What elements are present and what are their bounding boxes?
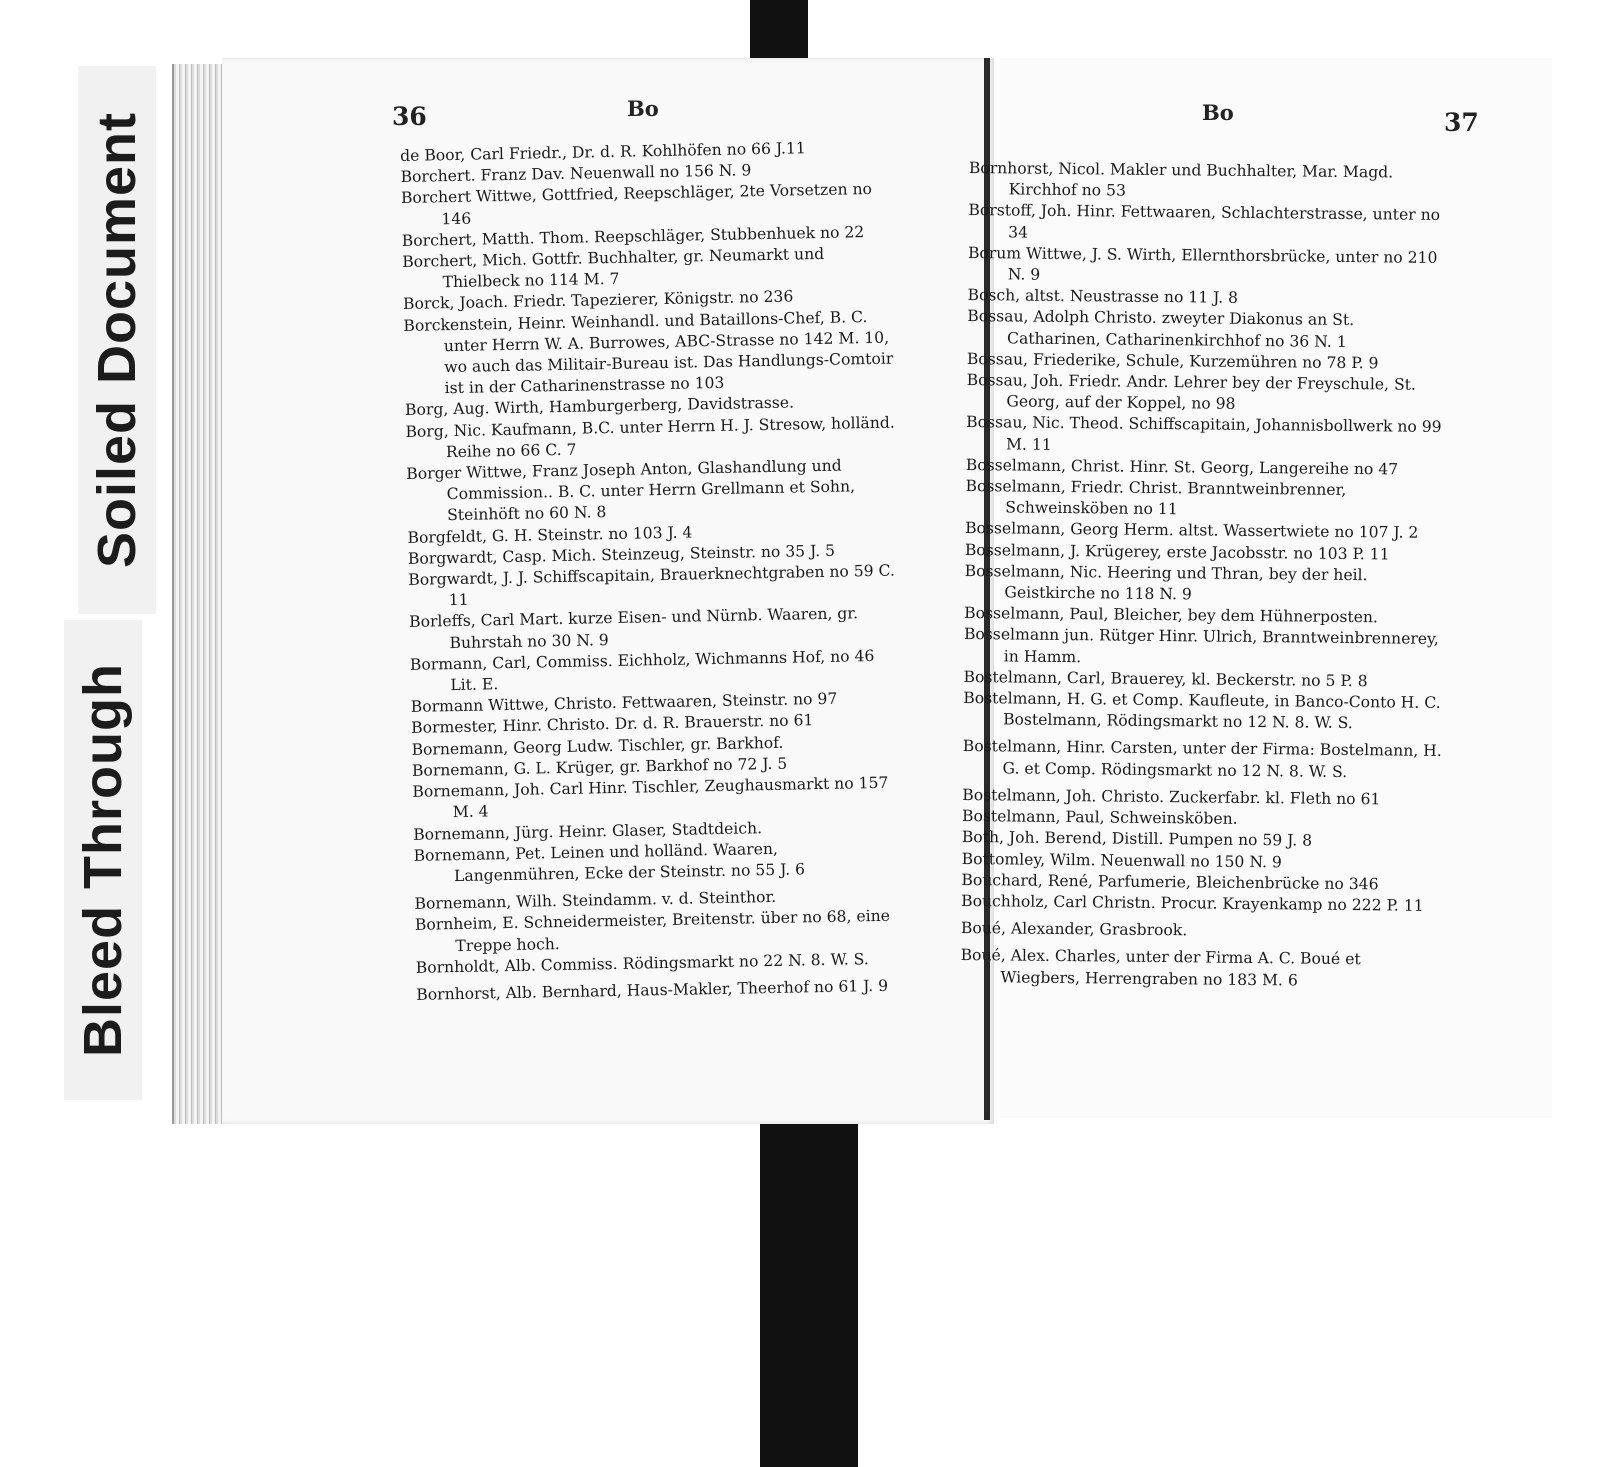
directory-entry: Bossau, Friederike, Schule, Kurzemühren no 78 P. 9 — [966, 349, 1379, 373]
directory-entry: Borchert, Mich. Gottfr. Buchhalter, gr. Neumarkt und Thielbeck no 114 M. 7 — [402, 244, 825, 292]
directory-entry: Bornemann, Jürg. Heinr. Glaser, Stadtdeich. — [413, 818, 763, 844]
directory-entry: Bornhorst, Alb. Bernhard, Haus-Makler, Theerhof no 61 J. 9 — [416, 976, 889, 1004]
directory-entry: Bosselmann, Nic. Heering und Thran, bey der heil. Geistkirche no 118 N. 9 — [964, 561, 1368, 604]
directory-entry: Bottomley, Wilm. Neuenwall no 150 N. 9 — [961, 849, 1282, 871]
directory-entry: Borck, Joach. Friedr. Tapezierer, Königstr. no 236 — [402, 287, 794, 314]
directory-entry: Bormann, Carl, Commiss. Eichholz, Wichmanns Hof, no 46 Lit. E. — [409, 646, 875, 695]
open-book — [172, 58, 1479, 1128]
directory-entry: Bormester, Hinr. Christo. Dr. d. R. Brauerstr. no 61 — [411, 711, 814, 738]
right-entry-list — [960, 158, 1451, 993]
directory-entry: Borgwardt, Casp. Mich. Steinzeug, Steinstr. no 35 J. 5 — [407, 541, 836, 568]
directory-entry: Borger Wittwe, Franz Joseph Anton, Glashandlung und Commission.. B. C. unter Herrn Grellmann et Sohn, Steinhöft no 60 N. 8 — [406, 456, 856, 525]
gutter-bar-bottom — [760, 1120, 858, 1467]
directory-entry: Boué, Alexander, Grasbrook. — [960, 919, 1188, 940]
directory-entry: Bornemann, G. L. Krüger, gr. Barkhof no 72 J. 5 — [411, 754, 788, 780]
directory-entry: Borgfeldt, G. H. Steinstr. no 103 J. 4 — [407, 523, 693, 547]
directory-entry: Bouchholz, Carl Christn. Procur. Krayenkamp no 222 P. 11 — [961, 891, 1424, 915]
directory-entry: Bormann Wittwe, Christo. Fettwaaren, Steinstr. no 97 — [410, 689, 838, 717]
directory-entry: Borchert, Matth. Thom. Reepschläger, Stubbenhuek no 22 — [401, 222, 865, 250]
directory-entry: Bosselmann jun. Rütger Hinr. Ulrich, Branntweinbrennerey, in Hamm. — [963, 625, 1439, 666]
directory-entry: Bosselmann, Friedr. Christ. Branntweinbrenner, Schweinsköben no 11 — [965, 477, 1347, 519]
directory-entry: Bornemann, Joh. Carl Hinr. Tischler, Zeughausmarkt no 157 M. 4 — [412, 773, 889, 822]
directory-entry: Bossau, Nic. Theod. Schiffscapitain, Johannisbollwerk no 99 M. 11 — [966, 413, 1442, 454]
directory-entry: Borstoff, Joh. Hinr. Fettwaaren, Schlachterstrasse, unter no 34 — [968, 201, 1441, 242]
directory-entry: Bostelmann, Hinr. Carsten, unter der Firma: Bostelmann, H. G. et Comp. Rödingsmarkt no 12 N. 8. W. S. — [962, 737, 1442, 781]
directory-entry: Bosselmann, J. Krügerey, erste Jacobsstr. no 103 P. 11 — [964, 540, 1390, 564]
directory-entry: Borckenstein, Heinr. Weinhandl. und Bataillons-Chef, B. C. unter Herrn W. A. Burrowes, ABC-Strasse no 142 M. 10, wo auch das Militair-Bureau ist. Das Handlungs-Comtoir ist in der Catharinenstrasse no 103 — [403, 307, 894, 398]
directory-entry: Bosselmann, Georg Herm. altst. Wassertwiete no 107 J. 2 — [965, 519, 1419, 543]
directory-entry: Bosselmann, Paul, Bleicher, bey dem Hühnerposten. — [964, 604, 1379, 627]
left-page-number: 36 — [392, 102, 427, 131]
directory-entry: Bossau, Joh. Friedr. Andr. Lehrer bey der Freyschule, St. Georg, auf der Koppel, no 98 — [966, 371, 1417, 414]
directory-entry: Bosselmann, Christ. Hinr. St. Georg, Langereihe no 47 — [965, 455, 1399, 479]
bleed-through-label: Bleed Through — [73, 663, 134, 1057]
directory-entry: Borchert. Franz Dav. Neuenwall no 156 N. 9 — [400, 161, 752, 187]
directory-entry: Borg, Nic. Kaufmann, B.C. unter Herrn H. J. Stresow, holländ. Reihe no 66 C. 7 — [405, 413, 895, 462]
bleed-through-label-strip — [64, 620, 142, 1100]
directory-entry: Bornhorst, Nicol. Makler und Buchhalter, Mar. Magd. Kirchhof no 53 — [968, 158, 1394, 200]
directory-entry: Bosch, altst. Neustrasse no 11 J. 8 — [967, 286, 1239, 308]
soiled-document-label: Soiled Document — [87, 111, 148, 569]
directory-entry: Borum Wittwe, J. S. Wirth, Ellernthorsbrücke, unter no 210 N. 9 — [967, 243, 1438, 284]
directory-entry: Borleffs, Carl Mart. kurze Eisen- und Nürnb. Waaren, gr. Buhrstah no 30 N. 9 — [408, 604, 859, 652]
directory-entry: Borchert Wittwe, Gottfried, Reepschläger, 2te Vorsetzen no 146 — [400, 180, 873, 228]
left-running-head: Bo — [627, 96, 659, 121]
directory-entry: Both, Joh. Berend, Distill. Pumpen no 59 J. 8 — [961, 828, 1313, 850]
directory-entry: Bornemann, Pet. Leinen und holländ. Waaren, Langenmühren, Ecke der Steinstr. no 55 J. 6 — [413, 839, 806, 886]
soiled-document-label-strip — [78, 66, 156, 614]
directory-entry: Bornheim, E. Schneidermeister, Breitenstr. über no 68, eine Treppe hoch. — [414, 907, 891, 955]
directory-entry: de Boor, Carl Friedr., Dr. d. R. Kohlhöfen no 66 J.11 — [400, 139, 806, 165]
directory-entry: Borg, Aug. Wirth, Hamburgerberg, Davidstrasse. — [404, 393, 795, 420]
right-page-number: 37 — [1444, 108, 1479, 137]
left-entry-list — [400, 137, 906, 1006]
directory-entry: Borgwardt, J. J. Schiffscapitain, Brauerknechtgraben no 59 C. 11 — [408, 561, 896, 610]
directory-entry: Bostelmann, Joh. Christo. Zuckerfabr. kl. Fleth no 61 — [962, 785, 1381, 809]
right-running-head: Bo — [1202, 100, 1234, 125]
directory-entry: Bostelmann, Carl, Brauerey, kl. Beckerstr. no 5 P. 8 — [963, 667, 1368, 691]
directory-entry: Boué, Alex. Charles, unter der Firma A. C. Boué et Wiegbers, Herrengraben no 183 M. 6 — [960, 946, 1361, 990]
directory-entry: Bostelmann, Paul, Schweinsköben. — [962, 807, 1238, 828]
directory-entry: Bornemann, Georg Ludw. Tischler, gr. Barkhof. — [411, 733, 784, 759]
directory-entry: Bornemann, Wilh. Steindamm. v. d. Steinthor. — [414, 888, 777, 913]
directory-entry: Bornholdt, Alb. Commiss. Rödingsmarkt no 22 N. 8. W. S. — [415, 949, 869, 977]
directory-entry: Bostelmann, H. G. et Comp. Kaufleute, in Banco-Conto H. C. Bostelmann, Rödingsmarkt no 12 N. 8. W. S. — [963, 689, 1441, 733]
directory-entry: Bossau, Adolph Christo. zweyter Diakonus an St. Catharinen, Catharinenkirchhof no 36 N. 1 — [967, 307, 1355, 351]
directory-entry: Bouchard, René, Parfumerie, Bleichenbrücke no 346 — [961, 870, 1379, 894]
